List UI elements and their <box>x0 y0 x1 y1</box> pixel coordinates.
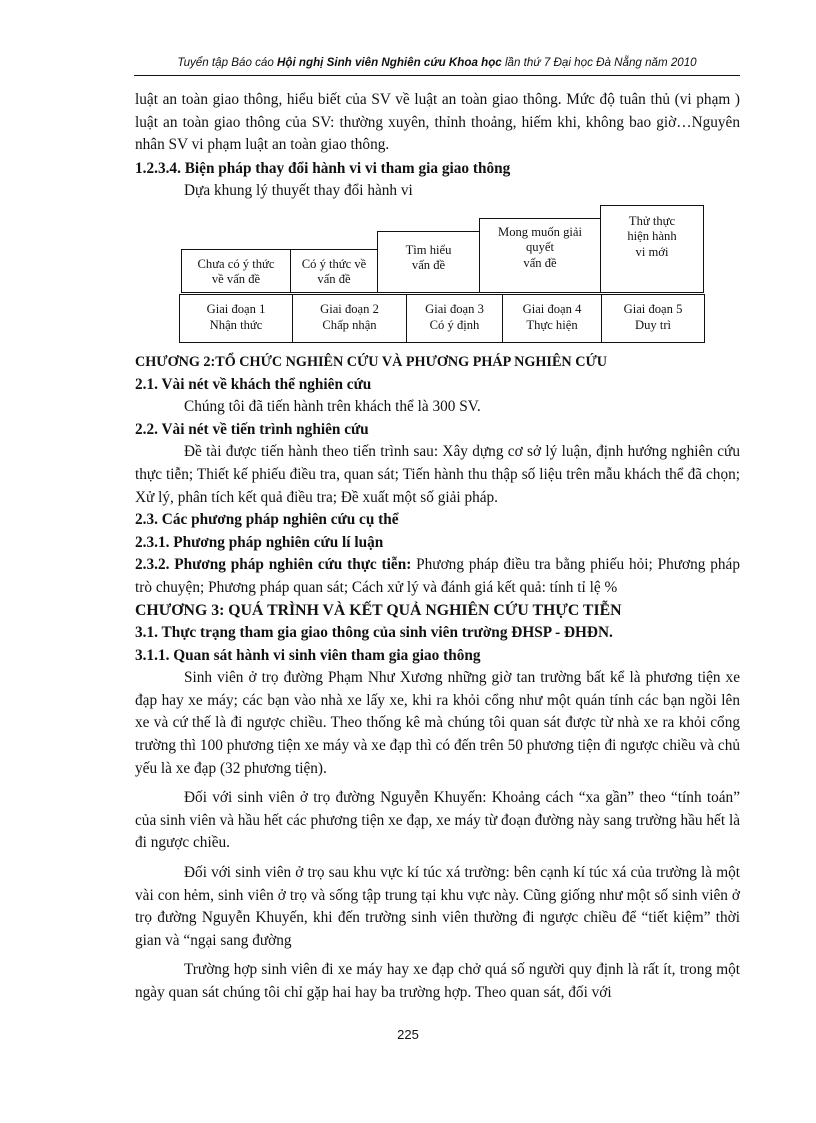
chapter-2-title: CHƯƠNG 2:TỔ CHỨC NGHIÊN CỨU VÀ PHƯƠNG PHÁP NGHIÊN CỨU <box>135 353 607 370</box>
chapter-3-title: CHƯƠNG 3: QUÁ TRÌNH VÀ KẾT QUẢ NGHIÊN CỨU THỰC TIỄN <box>135 601 622 619</box>
diagram-box-want-solve: Mong muốn giải quyết vấn đề <box>479 218 601 293</box>
paragraph: Chúng tôi đã tiến hành trên khách thể là 300 SV. <box>184 398 481 416</box>
diagram-box-try-new: Thử thực hiện hành vi mới <box>600 205 704 293</box>
paragraph: luật an toàn giao thông, hiểu biết của SV về luật an toàn giao thông. Mức độ tuân thủ (vi phạm ) luật an toàn giao thông của SV: thường xuyên, thỉnh thoảng, hiếm khi, không bao giờ…Nguyên nhân SV vi phạm luật an toàn giao thông. <box>135 91 740 154</box>
heading-2-2: 2.2. Vài nét về tiến trình nghiên cứu <box>135 420 369 438</box>
diagram-box-unaware: Chưa có ý thức về vấn đề <box>181 249 291 293</box>
heading-3-1: 3.1. Thực trạng tham gia giao thông của sinh viên trường ĐHSP - ĐHĐN. <box>135 624 613 642</box>
behavior-change-diagram <box>135 205 740 347</box>
paragraph-2-3-2: 2.3.2. Phương pháp nghiên cứu thực tiễn: Phương pháp điều tra bằng phiếu hỏi; Phương pháp trò chuyện; Phương pháp quan sát; Cách xử lý và đánh giá kết quả: tính tỉ lệ % <box>135 556 740 596</box>
header-rule <box>134 75 740 76</box>
heading-2-1: 2.1. Vài nét về khách thể nghiên cứu <box>135 375 372 393</box>
heading-2-3: 2.3. Các phương pháp nghiên cứu cụ thể <box>135 511 399 529</box>
paragraph: Đối với sinh viên ở trọ sau khu vực kí túc xá trường: bên cạnh kí túc xá của trường là một vài con hẻm, sinh viên ở trọ và sống tập trung tại khu vực này. Cũng giống như một số sinh viên ở trọ đường Nguyễn Khuyến, khi đến trường sinh viên thường đi ngược chiều để “tiết kiệm” thời gian và “ngại sang đường <box>135 864 740 949</box>
heading-2-3-2: 2.3.2. Phương pháp nghiên cứu thực tiễn: <box>135 556 412 574</box>
heading-2-3-1: 2.3.1. Phương pháp nghiên cứu lí luận <box>135 533 384 551</box>
running-header: Tuyển tập Báo cáo Hội nghị Sinh viên Nghiên cứu Khoa học lần thứ 7 Đại học Đà Nẵng năm 2010 <box>177 56 697 69</box>
diagram-box-explore: Tìm hiểu vấn đề <box>377 231 480 293</box>
heading-1-2-3-4: 1.2.3.4. Biện pháp thay đổi hành vi vi tham gia giao thông <box>135 159 511 177</box>
stage-4: Giai đoạn 4 Thực hiện <box>502 294 601 343</box>
stage-5: Giai đoạn 5 Duy trì <box>601 294 705 343</box>
stage-2: Giai đoạn 2 Chấp nhận <box>292 294 406 343</box>
page-body <box>135 89 740 1005</box>
stage-3: Giai đoạn 3 Có ý định <box>406 294 502 343</box>
paragraph: Dựa khung lý thuyết thay đổi hành vi <box>184 182 413 200</box>
heading-3-1-1: 3.1.1. Quan sát hành vi sinh viên tham gia giao thông <box>135 646 481 664</box>
paragraph: Trường hợp sinh viên đi xe máy hay xe đạp chở quá số người quy định là rất ít, trong một ngày quan sát chúng tôi chỉ gặp hai hay ba trường hợp. Theo quan sát, đối với <box>135 961 740 1001</box>
diagram-box-aware: Có ý thức về vấn đề <box>290 249 378 293</box>
stage-1: Giai đoạn 1 Nhận thức <box>179 294 292 343</box>
paragraph: Đề tài được tiến hành theo tiến trình sau: Xây dựng cơ sở lý luận, định hướng nghiên cứu thực tiễn; Thiết kế phiếu điều tra, quan sát; Tiến hành thu thập số liệu trên mẫu khách thể đã chọn; Xử lý, phân tích kết quả điều tra; Đề xuất một số giải pháp. <box>135 443 740 506</box>
paragraph: Đối với sinh viên ở trọ đường Nguyễn Khuyến: Khoảng cách “xa gần” theo “tính toán” của sinh viên và hầu hết các phương tiện xe đạp, xe máy từ đoạn đường này sang trường hầu hết là đi ngược chiều. <box>135 789 740 852</box>
header-conference-name: Hội nghị Sinh viên Nghiên cứu Khoa học <box>277 56 502 69</box>
page-number: 225 <box>397 1027 419 1042</box>
paragraph: Sinh viên ở trọ đường Phạm Như Xương những giờ tan trường bất kể là phương tiện xe đạp hay xe máy; các bạn vào nhà xe lấy xe, khi ra khỏi cổng như một quán tính các bạn ngồi lên xe và cứ thế là đi ngược chiều. Theo thống kê mà chúng tôi quan sát được từ nhà xe ra khỏi cổng trường thì 100 phương tiện xe máy và xe đạp thì có đến trên 50 phương tiện đi ngược chiều và chủ yếu là xe đạp (32 phương tiện). <box>135 669 740 777</box>
